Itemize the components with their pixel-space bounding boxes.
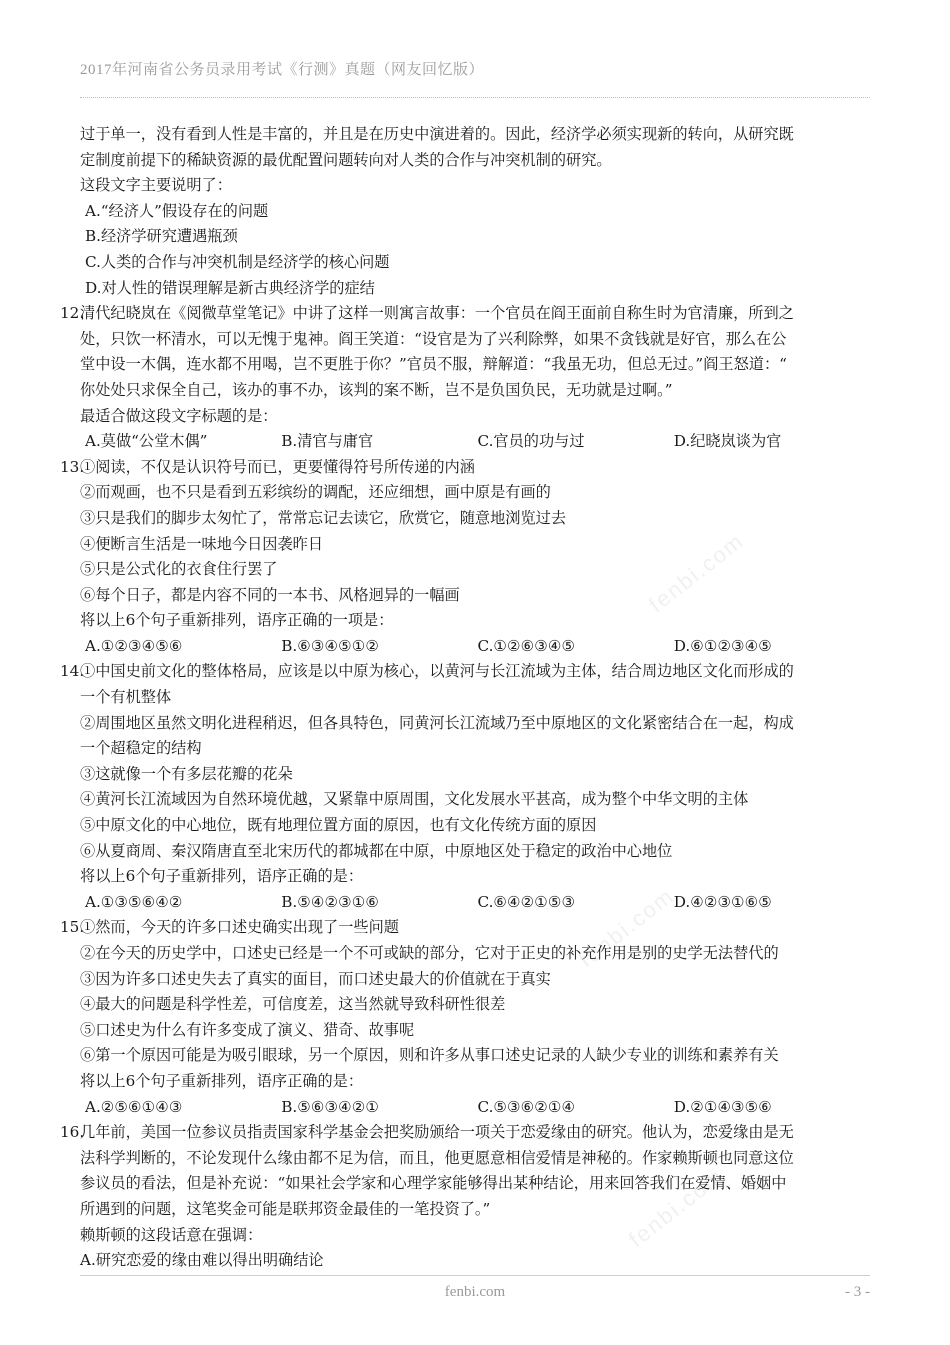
page-number: - 3 - <box>845 1284 870 1300</box>
question-text-line: 你处处只求保全自己，该办的事不办，该判的案不断，岂不是负国负民，无功就是过啊。” <box>80 380 673 399</box>
question-prompt: 赖斯顿的这段话意在强调： <box>80 1225 263 1244</box>
option-a: A.研究恋爱的缘由难以得出明确结论 <box>80 1251 324 1270</box>
question-text-line: 堂中设一木偶，连水都不用喝，岂不更胜于你？”官员不服，辩解道：“我虽无功，但总无过。”阎王怒道：“ <box>80 355 787 374</box>
answer-options <box>80 890 870 916</box>
question-prompt: 将以上6个句子重新排列，语序正确的一项是： <box>80 611 394 630</box>
option-d: D.④②③①⑥⑤ <box>673 892 772 911</box>
option-c: C.人类的合作与冲突机制是经济学的核心问题 <box>85 252 390 271</box>
answer-options <box>80 429 870 455</box>
watermark: fenbi.com <box>624 1162 729 1253</box>
question-prompt: 将以上6个句子重新排列，语序正确的是： <box>80 867 364 886</box>
footer-site: fenbi.com <box>444 1284 506 1300</box>
question-number: 14. <box>60 662 85 681</box>
option-b: B.经济学研究遭遇瓶颈 <box>85 227 238 246</box>
document-body <box>60 122 870 1274</box>
answer-options <box>80 199 870 301</box>
question-number: 15. <box>60 918 85 937</box>
question-14 <box>60 659 870 915</box>
question-prompt: 这段文字主要说明了： <box>80 176 232 195</box>
question-continuation <box>80 122 870 301</box>
question-text-line: 法科学判断的，不论发现什么缘由都不足为信，而且，他更愿意相信爱情是神秘的。作家赖斯顿也同意这位 <box>80 1148 794 1167</box>
option-b: B.⑤④②③①⑥ <box>281 892 379 911</box>
header-divider <box>80 97 870 98</box>
answer-options <box>80 1095 870 1121</box>
question-text-line: 定制度前提下的稀缺资源的最优配置问题转向对人类的合作与冲突机制的研究。 <box>80 150 612 169</box>
answer-options <box>80 634 870 660</box>
question-number: 13. <box>60 457 85 476</box>
sentence-line: ⑤中原文化的中心地位，既有地理位置方面的原因，也有文化传统方面的原因 <box>80 816 597 835</box>
question-prompt: 最适合做这段文字标题的是： <box>80 406 278 425</box>
sentence-line: ④便断言生活是一味地今日因袭昨日 <box>80 534 323 553</box>
option-c: C.⑤③⑥②①④ <box>477 1097 576 1116</box>
sentence-line: ②周围地区虽然文明化进程稍迟，但各具特色，同黄河长江流域乃至中原地区的文化紧密结合在一起，构成 <box>80 713 794 732</box>
sentence-line: ③这就像一个有多层花瓣的花朵 <box>80 764 293 783</box>
question-15 <box>60 915 870 1120</box>
option-c: C.⑥④②①⑤③ <box>477 892 576 911</box>
option-a: A.“经济人”假设存在的问题 <box>85 201 269 220</box>
option-a: A.莫做“公堂木偶” <box>85 432 208 451</box>
sentence-line: 一个超稳定的结构 <box>80 739 202 758</box>
question-text-line: 几年前，美国一位参议员指责国家科学基金会把奖励颁给一项关于恋爱缘由的研究。他认为，恋爱缘由是无 <box>80 1123 794 1142</box>
sentence-line: ④黄河长江流域因为自然环境优越，又紧靠中原周围，文化发展水平甚高，成为整个中华文明的主体 <box>80 790 749 809</box>
option-b: B.⑤⑥③④②① <box>281 1097 379 1116</box>
question-text-line: 过于单一，没有看到人性是丰富的，并且是在历史中演进着的。因此，经济学必须实现新的转向，从研究既 <box>80 125 794 143</box>
option-c: C.①②⑥③④⑤ <box>477 636 576 655</box>
option-a: A.②⑤⑥①④③ <box>85 1097 183 1116</box>
question-text-line: 所遇到的问题，这笔奖金可能是联邦资金最佳的一笔投资了。” <box>80 1199 491 1218</box>
option-d: D.纪晓岚谈为官 <box>673 432 782 451</box>
sentence-line: ④最大的问题是科学性差，可信度差，这当然就导致科研性很差 <box>80 995 506 1014</box>
watermark: fenbi.com <box>644 527 749 618</box>
question-number: 16. <box>60 1123 85 1142</box>
sentence-line: ②在今天的历史学中，口述史已经是一个不可或缺的部分，它对于正史的补充作用是别的史学无法替代的 <box>80 944 779 962</box>
sentence-line: ⑤只是公式化的衣食住行罢了 <box>80 560 278 579</box>
option-d: D.②①④③⑤⑥ <box>673 1097 772 1116</box>
option-d: D.对人性的错误理解是新古典经济学的症结 <box>85 278 375 297</box>
sentence-line: ⑥第一个原因可能是为吸引眼球，另一个原因，则和许多从事口述史记录的人缺少专业的训练和素养有关 <box>80 1046 779 1065</box>
footer-divider <box>80 1275 870 1276</box>
question-text-line: 参议员的看法，但是补充说：“如果社会学家和心理学家能够得出某种结论，用来回答我们在爱情、婚姻中 <box>80 1174 787 1193</box>
sentence-line: ①然而，今天的许多口述史确实出现了一些问题 <box>80 918 399 937</box>
sentence-line: ①中国史前文化的整体格局，应该是以中原为核心，以黄河与长江流域为主体，结合周边地区文化而形成的 <box>80 662 794 681</box>
option-d: D.⑥①②③④⑤ <box>673 636 772 655</box>
question-text-line: 清代纪晓岚在《阅微草堂笔记》中讲了这样一则寓言故事：一个官员在阎王面前自称生时为官清廉，所到之 <box>80 304 794 323</box>
question-12 <box>60 301 870 455</box>
sentence-line: ⑥从夏商周、秦汉隋唐直至北宋历代的都城都在中原，中原地区处于稳定的政治中心地位 <box>80 841 673 860</box>
sentence-line: 一个有机整体 <box>80 688 172 707</box>
page-header: 2017年河南省公务员录用考试《行测》真题（网友回忆版） <box>80 62 485 78</box>
watermark: fenbi.com <box>574 882 679 973</box>
sentence-line: ③因为许多口述史失去了真实的面目，而口述史最大的价值就在于真实 <box>80 969 551 988</box>
question-16 <box>60 1120 870 1274</box>
option-a: A.①③⑤⑥④② <box>85 892 183 911</box>
option-a: A.①②③④⑤⑥ <box>85 636 183 655</box>
sentence-line: ⑤口述史为什么有许多变成了演义、猎奇、故事呢 <box>80 1020 415 1039</box>
option-b: B.⑥③④⑤①② <box>281 636 379 655</box>
sentence-line: ③只是我们的脚步太匆忙了，常常忘记去读它，欣赏它，随意地浏览过去 <box>80 508 566 527</box>
sentence-line: ①阅读，不仅是认识符号而已，更要懂得符号所传递的内涵 <box>80 457 475 476</box>
option-b: B.清官与庸官 <box>281 432 374 451</box>
question-prompt: 将以上6个句子重新排列，语序正确的是： <box>80 1071 364 1090</box>
question-13 <box>60 455 870 660</box>
question-text-line: 处，只饮一杯清水，可以无愧于鬼神。阎王笑道：“设官是为了兴利除弊，如果不贪钱就是好官，那么在公 <box>80 329 787 348</box>
question-number: 12. <box>60 304 85 323</box>
option-c: C.官员的功与过 <box>477 432 585 451</box>
sentence-line: ②而观画，也不只是看到五彩缤纷的调配，还应细想，画中原是有画的 <box>80 483 551 502</box>
sentence-line: ⑥每个日子，都是内容不同的一本书、风格迥异的一幅画 <box>80 585 460 604</box>
